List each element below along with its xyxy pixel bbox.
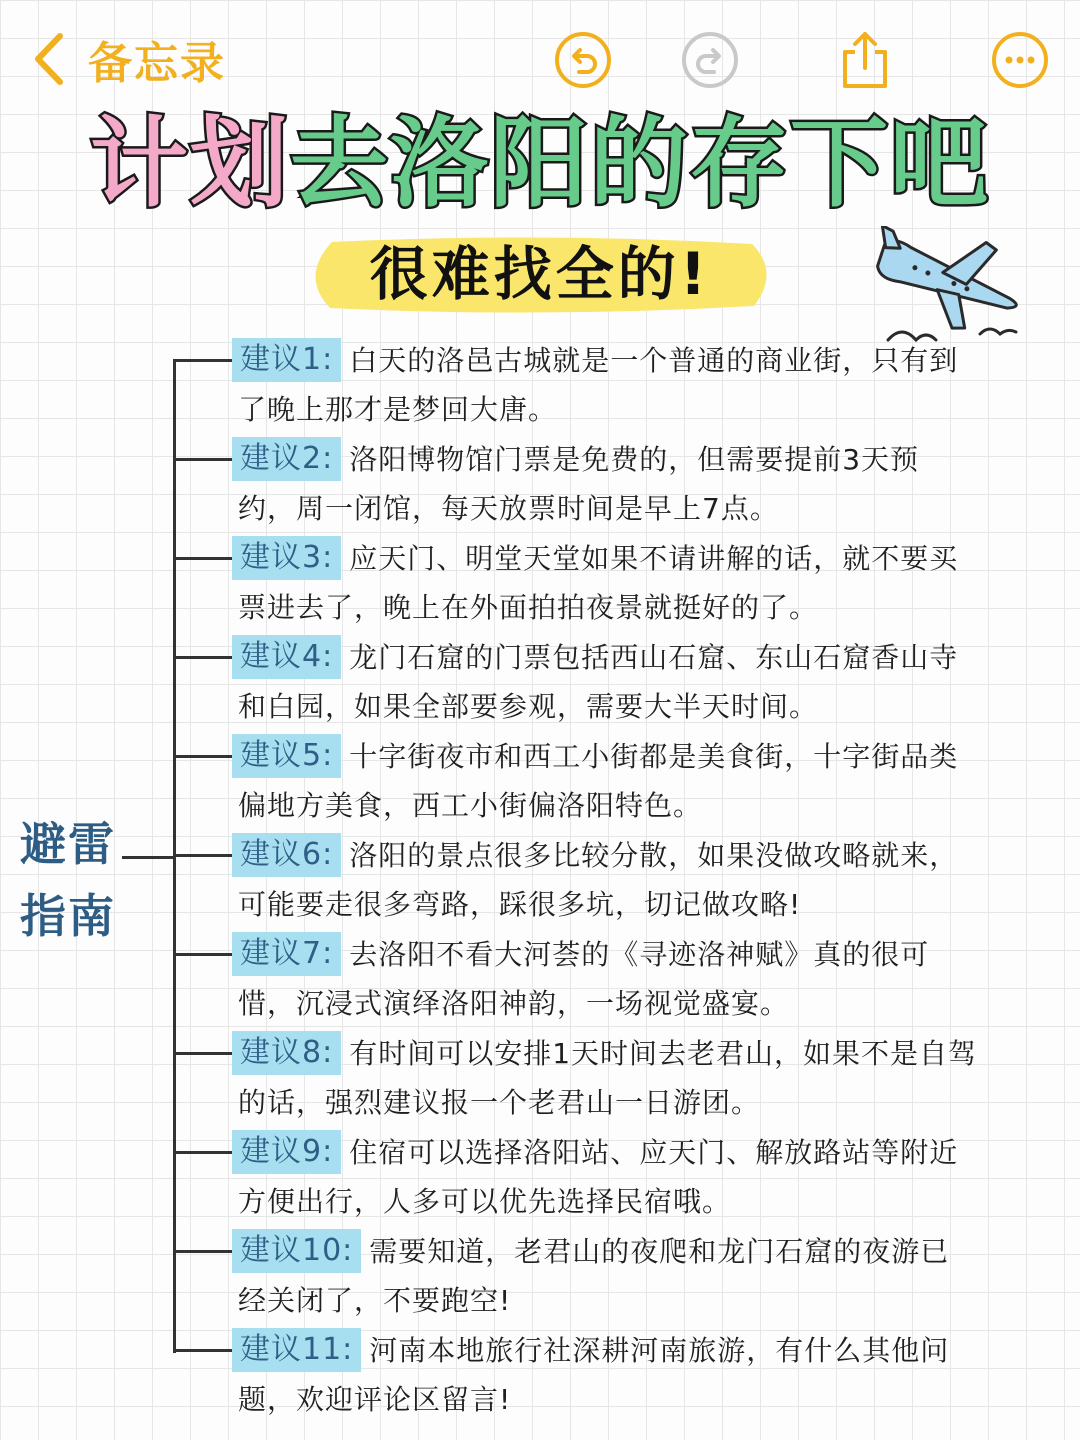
tree-branch-line <box>173 359 233 362</box>
tip-item <box>232 1128 1022 1226</box>
redo-icon <box>680 30 740 90</box>
tip-text-line1: 十字街夜市和西工小街都是美食街，十字街品类 <box>349 740 959 773</box>
tip-text-line1: 河南本地旅行社深耕河南旅游，有什么其他问 <box>369 1334 950 1367</box>
tip-text-line1: 洛阳的景点很多比较分散，如果没做攻略就来， <box>349 839 959 872</box>
airplane-icon <box>862 226 1030 354</box>
tip-text-line1: 应天门、明堂天堂如果不请讲解的话，就不要买 <box>349 542 959 575</box>
tip-tag: 建议2: <box>232 437 341 481</box>
tree-branch-line <box>173 755 233 758</box>
back-label: 备忘录 <box>88 38 226 89</box>
page-title <box>0 104 1080 224</box>
tip-text-line1: 有时间可以安排1天时间去老君山，如果不是自驾 <box>349 1037 978 1070</box>
redo-button[interactable] <box>680 30 740 90</box>
tip-item <box>232 1326 1022 1424</box>
tree-branch-line <box>173 656 233 659</box>
side-label <box>20 808 120 952</box>
tip-text-line1: 需要知道，老君山的夜爬和龙门石窟的夜游已 <box>369 1235 950 1268</box>
chevron-left-icon <box>26 28 82 90</box>
tip-text-line2: 了晚上那才是梦回大唐。 <box>238 393 558 426</box>
subtitle-highlight <box>302 232 778 316</box>
tree-branch-line <box>173 953 233 956</box>
tip-item <box>232 732 1022 830</box>
title-part-green: 去洛阳的存下吧 <box>290 107 991 221</box>
tree-branch-line <box>173 854 233 857</box>
tip-tag: 建议8: <box>232 1031 341 1075</box>
tip-tag: 建议11: <box>232 1328 361 1372</box>
side-label-line2: 指南 <box>20 889 116 943</box>
tree-branch-line <box>173 1052 233 1055</box>
tree-branch-line <box>173 1349 233 1352</box>
tip-item <box>232 534 1022 632</box>
top-nav <box>0 0 1080 120</box>
tip-tag: 建议7: <box>232 932 341 976</box>
tip-tag: 建议6: <box>232 833 341 877</box>
tip-tag: 建议4: <box>232 635 341 679</box>
tip-item <box>232 1227 1022 1325</box>
undo-icon <box>553 30 613 90</box>
tree-branch-line <box>173 1151 233 1154</box>
tip-text-line1: 龙门石窟的门票包括西山石窟、东山石窟香山寺 <box>349 641 959 674</box>
tip-item <box>232 930 1022 1028</box>
tree-branch-line <box>173 458 233 461</box>
tip-text-line2: 方便出行，人多可以优先选择民宿哦。 <box>238 1185 732 1218</box>
tree-branch-line <box>173 557 233 560</box>
tip-tag: 建议1: <box>232 338 341 382</box>
more-button[interactable] <box>990 30 1050 90</box>
tip-text-line2: 题，欢迎评论区留言! <box>238 1383 512 1416</box>
more-icon <box>990 30 1050 90</box>
tree-branch-line <box>173 1250 233 1253</box>
undo-button[interactable] <box>553 30 613 90</box>
tip-text-line2: 和白园，如果全部要参观，需要大半天时间。 <box>238 690 819 723</box>
tip-text-line2: 经关闭了，不要跑空! <box>238 1284 512 1317</box>
tip-item <box>232 1029 1022 1127</box>
side-label-line1: 避雷 <box>20 817 116 871</box>
tip-text-line2: 的话，强烈建议报一个老君山一日游团。 <box>238 1086 761 1119</box>
tip-text-line1: 白天的洛邑古城就是一个普通的商业街，只有到 <box>349 344 959 377</box>
tip-tag: 建议9: <box>232 1130 341 1174</box>
tip-text-line2: 约，周一闭馆，每天放票时间是早上7点。 <box>238 492 779 525</box>
tip-tag: 建议3: <box>232 536 341 580</box>
tree-root-line <box>122 856 176 859</box>
tip-item <box>232 435 1022 533</box>
tip-item <box>232 336 1022 434</box>
tip-text-line1: 洛阳博物馆门票是免费的，但需要提前3天预 <box>349 443 920 476</box>
back-button[interactable] <box>26 28 226 90</box>
subtitle-text: 很难找全的! <box>369 240 711 308</box>
share-icon <box>835 30 895 90</box>
tip-text-line2: 惜，沉浸式演绎洛阳神韵，一场视觉盛宴。 <box>238 987 790 1020</box>
tip-item <box>232 831 1022 929</box>
tip-item <box>232 633 1022 731</box>
tip-text-line2: 可能要走很多弯路，踩很多坑，切记做攻略! <box>238 888 802 921</box>
share-button[interactable] <box>835 30 895 90</box>
tip-tag: 建议10: <box>232 1229 361 1273</box>
tip-text-line2: 票进去了，晚上在外面拍拍夜景就挺好的了。 <box>238 591 819 624</box>
tip-text-line1: 去洛阳不看大河荟的《寻迹洛神赋》真的很可 <box>349 938 930 971</box>
tip-text-line2: 偏地方美食，西工小街偏洛阳特色。 <box>238 789 703 822</box>
title-part-pink: 计划 <box>89 107 290 221</box>
tip-tag: 建议5: <box>232 734 341 778</box>
tip-text-line1: 住宿可以选择洛阳站、应天门、解放路站等附近 <box>349 1136 959 1169</box>
